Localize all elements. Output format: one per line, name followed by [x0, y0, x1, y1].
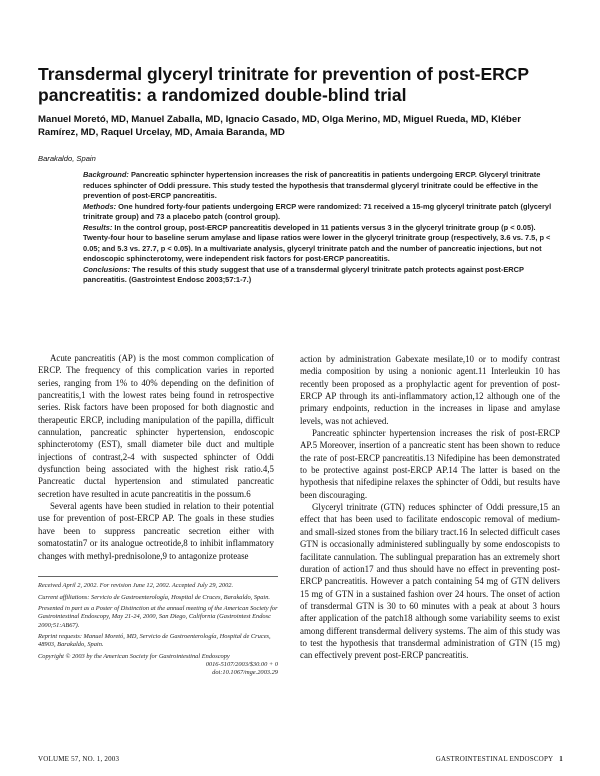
abstract — [83, 170, 563, 286]
body-paragraph: Glyceryl trinitrate (GTN) reduces sphincter of Oddi pressure,15 an effect that has been used to facilitate endoscopic removal of medium- and small-sized stones from the biliary tract.16 In selected difficult cases GTN is occasionally administered sublingually by some endoscopists to facilitate cannulation. The sublingual preparation has an extremely short duration of action17 and thus should have no effect in preventing post-ERCP pancreatitis. However a patch containing 54 mg of GTN delivers 15 mg of GTN in a sustained fashion over 24 hours. The onset of action of transdermal GTN is 30 to 60 minutes with a peak at about 3 hours after application of the patch18 although some variability seems to exist among different transdermal delivery systems. The aim of this study was to test the hypothesis that transdermal administration of GTN (15 mg) can effectively prevent post-ERCP pancreatitis. — [300, 502, 560, 661]
article-title: Transdermal glyceryl trinitrate for prevention of post-ERCP pancreatitis: a randomized double-blind trial — [38, 64, 529, 105]
background-label: Background: — [83, 170, 129, 179]
abstract-results — [83, 223, 563, 265]
footnote-divider — [38, 576, 278, 577]
body-paragraph: Several agents have been studied in relation to their potential use for prevention of post-ERCP AP. The goals in these studies have been to suppress pancreatic secretion either with somatostatin7 or its analogue octreotide,8 to inhibit inflammatory changes with methyl-prednisolone,9 to antagonize protease — [38, 501, 274, 561]
presented-note: Presented in part as a Poster of Distinction at the annual meeting of the American Society for Gastrointestinal Endoscopy, May 21-24, 2000, San Diego, California (Gastrointest Endosc 2000;51:AB67). — [38, 605, 278, 629]
body-left-column — [38, 352, 274, 562]
abstract-background — [83, 170, 563, 202]
footer-volume: VOLUME 57, NO. 1, 2003 — [38, 755, 120, 763]
affiliations-note: Current affiliations: Servicio de Gastroenterología, Hospital de Cruces, Barakaldo, Spain. — [38, 593, 270, 601]
body-right-column — [300, 353, 560, 662]
issn-code: 0016-5107/2003/$30.00 + 0 — [205, 661, 278, 669]
received-note: Received April 2, 2002. For revision June 12, 2002. Accepted July 29, 2002. — [38, 582, 234, 589]
conclusions-label: Conclusions: — [83, 264, 131, 274]
body-paragraph: Acute pancreatitis (AP) is the most common complication of ERCP. The frequency of this complication varies in reported series, ranging from 1% to 40% depending on the definition of pancreatitis,1 with the lowest rates being found in retrospective series. Risk factors have been proposed for both diagnostic and therapeutic ERCP, including manipulation of the papilla, difficult cannulation, pancreatic sphincter hypertension, endoscopic sphincterotomy (EST), small diameter bile duct and multiple injections of contrast,2-4 with suspected sphincter of Oddi dysfunction being associated with the highest risk ratio.4,5 Pancreatic ductal hypertension and stimulated pancreatic secretion have resulted in acute pancreatitis in the possum.6 — [38, 353, 274, 499]
reprints-note: Reprint requests: Manuel Moretó, MD, Servicio de Gastroenterología, Hospital de Cruces, 48903, Barakaldo, Spain. — [38, 633, 271, 649]
footer-journal — [370, 755, 563, 763]
author-list: Manuel Moretó, MD, Manuel Zaballa, MD, Ignacio Casado, MD, Olga Merino, MD, Miguel Rueda, MD, Kléber Ramírez, MD, Raquel Urcelay, MD, Amaia Baranda, MD — [38, 114, 521, 138]
abstract-methods — [83, 202, 563, 223]
page-number: 1 — [559, 755, 563, 763]
author-location: Barakaldo, Spain — [38, 154, 96, 163]
copyright-note: Copyright © 2003 by the American Society for Gastrointestinal Endoscopy — [38, 652, 230, 660]
body-paragraph: Pancreatic sphincter hypertension increases the risk of post-ERCP AP.5 Moreover, insertion of a pancreatic stent has been shown to reduce the rate of post-ERCP pancreatitis.13 Nifedipine has been demonstrated to be protective against post-ERCP AP.14 The latter is based on the hypothesis that nifedipine relaxes the sphincter of Oddi, but results have been discouraging. — [300, 428, 560, 500]
methods-label: Methods: — [83, 201, 117, 211]
methods-text: One hundred forty-four patients undergoing ERCP were randomized: 71 received a 15-mg glyceryl trinitrate patch (glyceryl trinitrate group) and 73 a placebo patch (control group). — [83, 201, 552, 222]
abstract-conclusions — [83, 265, 563, 286]
footer-journal-name: GASTROINTESTINAL ENDOSCOPY — [435, 755, 554, 763]
doi-code: doi:10.1067/mge.2003.29 — [212, 669, 278, 677]
background-text: Pancreatic sphincter hypertension increases the risk of pancreatitis in patients undergoing ERCP. Glyceryl trinitrate reduces sphincter of Oddi pressure. This study tested the hypothesis that transdermal glyceryl trinitrate could be effective in the prevention of post-ERCP pancreatitis. — [83, 170, 541, 201]
body-paragraph: action by administration Gabexate mesilate,10 or to modify contrast media composition by using a nonionic agent.11 Interleukin 10 has recently been proposed as a prophylactic agent for prevention of post-ERCP AP through its anti-inflammatory action,12 although one of the primary endpoints, reduction in the increases in lipase and amylase levels, was not achieved. — [300, 354, 560, 426]
article-footnotes — [38, 582, 278, 678]
conclusions-text: The results of this study suggest that use of a transdermal glyceryl trinitrate patch protects against post-ERCP pancreatitis. (Gastrointest Endosc 2003;57:1-7.) — [83, 264, 524, 285]
results-label: Results: — [83, 222, 113, 232]
results-text: In the control group, post-ERCP pancreatitis developed in 11 patients versus 3 in the glyceryl trinitrate group (p < 0.05). Twenty-four hour to baseline serum amylase and lipase ratios were lower in the glyceryl trinitrate group (respectively, 3.6 vs. 7.5, p < 0.05; and 5.3 vs. 27.7, p < 0.05). In a multivariate analysis, glyceryl trinitrate patch and the number of pancreatic injections, but not endoscopic sphincterotomy, were independent risk factors for post-ERCP pancreatitis. — [83, 222, 551, 264]
